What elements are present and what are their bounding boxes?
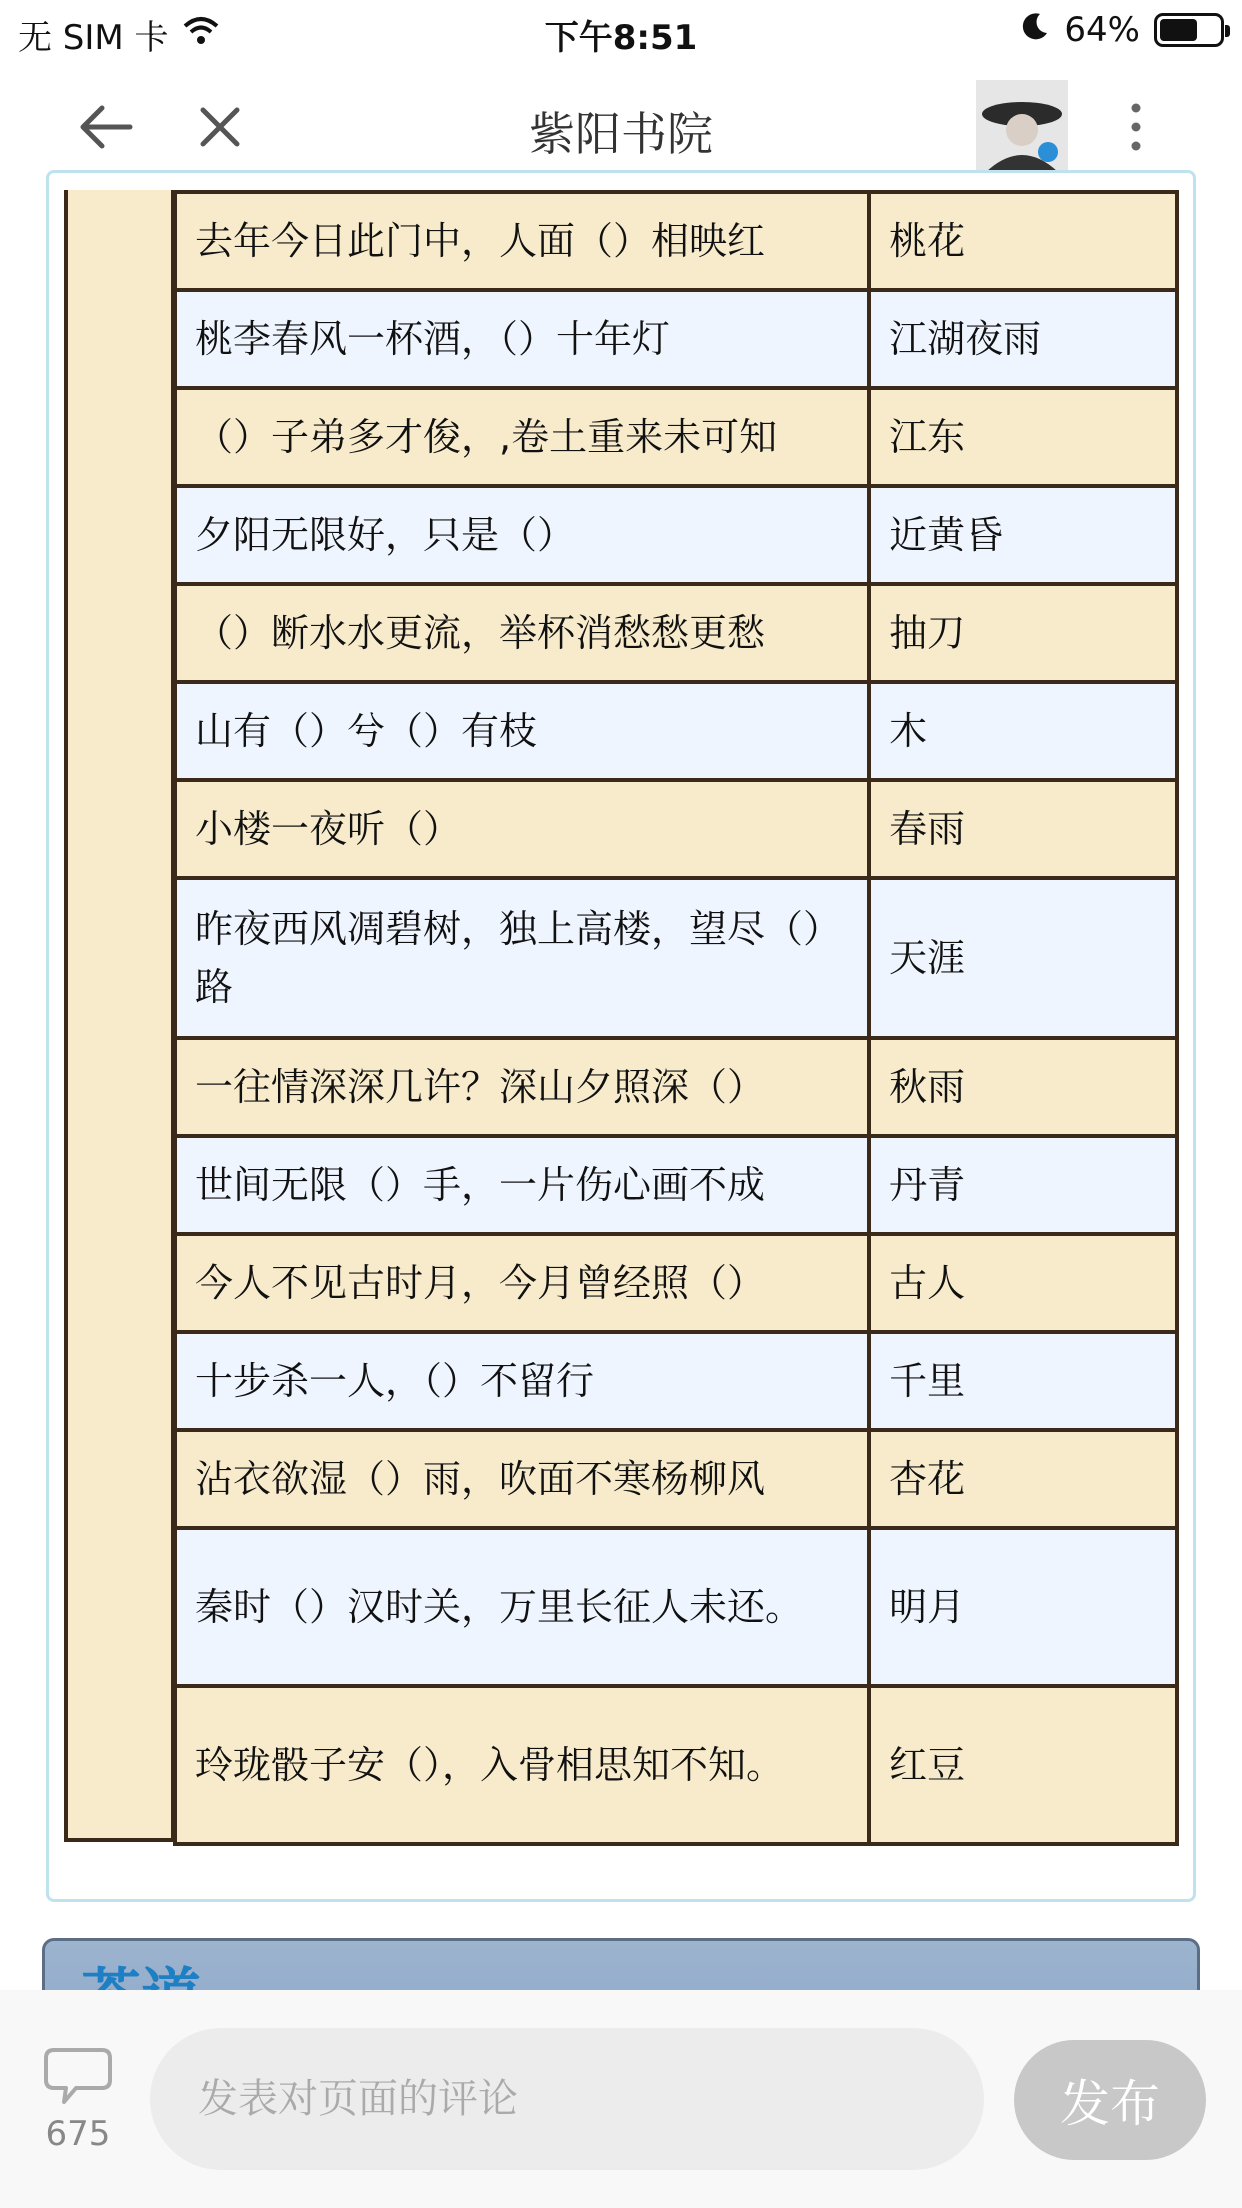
poem-line: （）断水水更流，举杯消愁愁更愁 <box>175 584 869 682</box>
poem-answer: 江湖夜雨 <box>869 290 1177 388</box>
poem-answer: 秋雨 <box>869 1038 1177 1136</box>
avatar[interactable] <box>976 80 1068 172</box>
poem-line: 桃李春风一杯酒，（）十年灯 <box>175 290 869 388</box>
table-row <box>175 1528 1177 1686</box>
table-row <box>175 780 1177 878</box>
poem-answer: 丹青 <box>869 1136 1177 1234</box>
carrier-label: 无 SIM 卡 <box>18 18 169 58</box>
poem-line: 秦时（）汉时关，万里长征人未还。 <box>175 1528 869 1686</box>
poem-answer: 春雨 <box>869 780 1177 878</box>
table-row <box>175 486 1177 584</box>
poem-answer: 天涯 <box>869 878 1177 1038</box>
status-bar <box>0 0 1242 62</box>
poem-answer: 桃花 <box>869 192 1177 290</box>
poem-answer: 红豆 <box>869 1686 1177 1844</box>
table-row <box>175 878 1177 1038</box>
table-row <box>175 1430 1177 1528</box>
comment-bar <box>0 1990 1242 2208</box>
battery-percent: 64% <box>1064 10 1140 50</box>
table-row <box>175 1136 1177 1234</box>
poem-line: 沾衣欲湿（）雨，吹面不寒杨柳风 <box>175 1430 869 1528</box>
poem-answer: 木 <box>869 682 1177 780</box>
page-title: 紫阳书院 <box>529 107 713 161</box>
table-left-column <box>64 190 175 1842</box>
comment-count: 675 <box>45 2114 111 2154</box>
publish-button[interactable]: 发布 <box>1014 2040 1206 2160</box>
poem-line: 世间无限（）手，一片伤心画不成 <box>175 1136 869 1234</box>
poem-line: 十步杀一人，（）不留行 <box>175 1332 869 1430</box>
poem-answer: 近黄昏 <box>869 486 1177 584</box>
page-content[interactable] <box>0 190 1242 1990</box>
poem-answer: 古人 <box>869 1234 1177 1332</box>
poem-table <box>173 190 1179 1846</box>
table-row <box>175 682 1177 780</box>
poem-line: 一往情深深几许？深山夕照深（） <box>175 1038 869 1136</box>
battery-icon <box>1154 13 1224 47</box>
table-row <box>175 1038 1177 1136</box>
table-row <box>175 1686 1177 1844</box>
battery-fill <box>1160 19 1197 41</box>
more-vertical-icon[interactable] <box>1118 92 1154 162</box>
poem-line: 山有（）兮（）有枝 <box>175 682 869 780</box>
poem-line: 今人不见古时月，今月曾经照（） <box>175 1234 869 1332</box>
poem-line: 去年今日此门中，人面（）相映红 <box>175 192 869 290</box>
table-row <box>175 192 1177 290</box>
table-row <box>175 1234 1177 1332</box>
poem-line: 小楼一夜听（） <box>175 780 869 878</box>
poem-answer: 杏花 <box>869 1430 1177 1528</box>
table-row <box>175 584 1177 682</box>
comment-bubble-icon[interactable] <box>42 2046 114 2108</box>
poem-line: 夕阳无限好，只是（） <box>175 486 869 584</box>
poem-answer: 江东 <box>869 388 1177 486</box>
comment-input[interactable] <box>150 2028 984 2170</box>
status-time: 下午8:51 <box>544 18 698 58</box>
poem-answer: 抽刀 <box>869 584 1177 682</box>
table-row <box>175 290 1177 388</box>
poem-table-body <box>175 192 1177 1844</box>
poem-line: （）子弟多才俊，,卷土重来未可知 <box>175 388 869 486</box>
poem-answer: 千里 <box>869 1332 1177 1430</box>
poem-line: 玲珑骰子安（），入骨相思知不知。 <box>175 1686 869 1844</box>
poem-answer: 明月 <box>869 1528 1177 1686</box>
table-row <box>175 1332 1177 1430</box>
status-right <box>1020 10 1224 50</box>
poem-line: 昨夜西风凋碧树，独上高楼，望尽（）路 <box>175 878 869 1038</box>
moon-icon <box>1020 10 1050 50</box>
battery-nub <box>1225 25 1230 37</box>
table-row <box>175 388 1177 486</box>
